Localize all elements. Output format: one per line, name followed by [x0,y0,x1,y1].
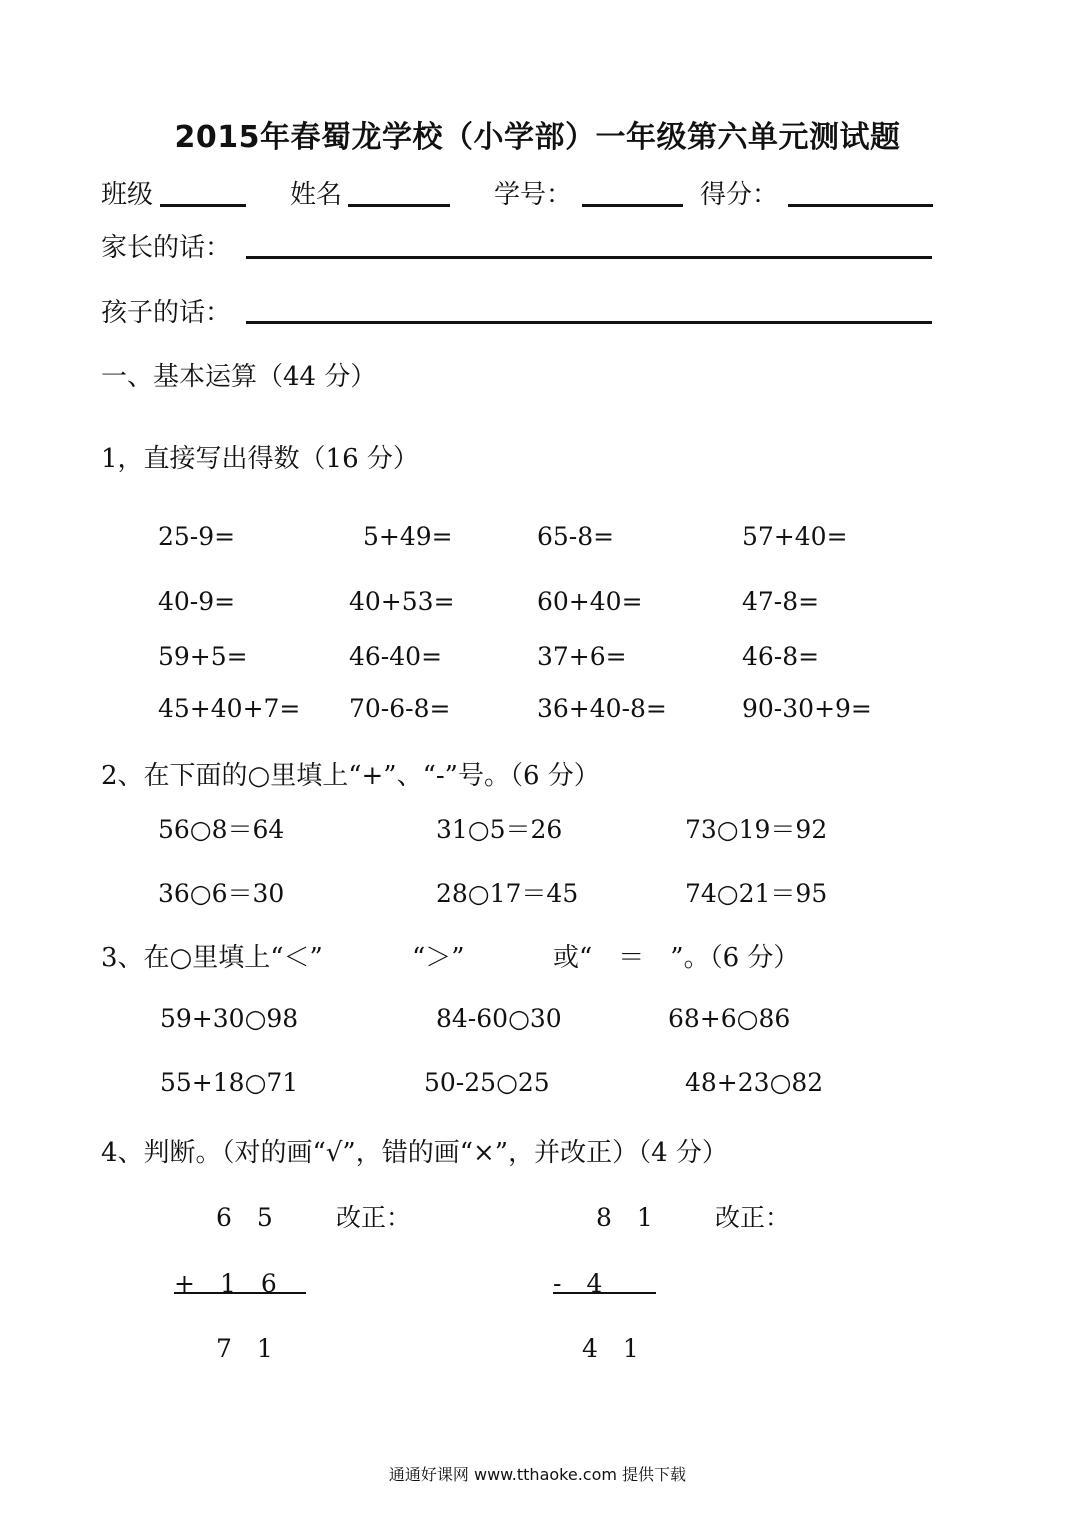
section-heading: 一、基本运算（44 分） [101,362,377,392]
q1-item: 37+6= [537,642,627,671]
question-4-heading: 4、判断。（对的画“√”，错的画“×”，并改正）（4 分） [101,1138,728,1168]
parent-comment-label: 家长的话： [101,233,232,263]
q3-item: 55+18○71 [160,1068,299,1097]
question-1-heading: 1，直接写出得数（16 分） [101,444,419,474]
class-label: 班级 [101,180,154,210]
student-no-blank[interactable] [582,204,683,207]
q4-b-correct-label: 改正： [715,1203,791,1232]
q3-item: 59+30○98 [160,1004,299,1033]
q4-a-operator-line: + 1 6 [174,1269,277,1298]
score-blank[interactable] [788,204,933,207]
name-blank[interactable] [348,204,450,207]
page-title: 2015年春蜀龙学校（小学部）一年级第六单元测试题 [174,120,901,155]
child-comment-label: 孩子的话： [101,298,232,328]
q2-item: 73○19＝92 [685,815,828,844]
q4-b-operator-line: - 4 [553,1269,603,1298]
child-comment-blank[interactable] [246,321,932,324]
name-label: 姓名 [290,180,343,210]
footer-note: 通通好课网 www.tthaoke.com 提供下载 [388,1465,687,1484]
q3-item: 48+23○82 [685,1068,824,1097]
q1-item: 47-8= [742,587,820,616]
q1-item: 46-8= [742,642,820,671]
q1-item: 70-6-8= [349,694,451,723]
q2-item: 74○21＝95 [685,879,828,908]
question-3-heading-suffix: 或“ ＝ ”。（6 分） [553,943,800,973]
q4-b-result: 4 1 [582,1334,639,1363]
q1-item: 5+49= [363,522,453,551]
q1-item: 59+5= [158,642,248,671]
q1-item: 60+40= [537,587,643,616]
q3-item: 50-25○25 [424,1068,550,1097]
q1-item: 36+40-8= [537,694,667,723]
q4-b-difference-line [553,1292,656,1294]
q4-a-top-number: 6 5 [216,1203,273,1232]
q2-item: 36○6＝30 [158,879,285,908]
class-blank[interactable] [160,204,246,207]
question-3-heading-gt: “＞” [412,943,465,973]
q2-item: 56○8＝64 [158,815,285,844]
q4-a-result: 7 1 [216,1334,273,1363]
question-3-heading: 3、在○里填上“＜” [101,943,323,973]
q2-item: 28○17＝45 [436,879,579,908]
q4-a-sum-line [174,1292,306,1294]
q1-item: 90-30+9= [742,694,872,723]
q3-item: 84-60○30 [436,1004,562,1033]
q4-a-correct-label: 改正： [336,1203,412,1232]
parent-comment-blank[interactable] [246,256,932,259]
q4-b-top-number: 8 1 [596,1203,653,1232]
question-2-heading: 2、在下面的○里填上“+”、“-”号。（6 分） [101,761,600,791]
q1-item: 46-40= [349,642,443,671]
q1-item: 25-9= [158,522,236,551]
student-no-label: 学号： [494,180,573,210]
q1-item: 57+40= [742,522,848,551]
q1-item: 45+40+7= [158,694,301,723]
q1-item: 40-9= [158,587,236,616]
q1-item: 40+53= [349,587,455,616]
score-label: 得分： [700,180,779,210]
q1-item: 65-8= [537,522,615,551]
q3-item: 68+6○86 [668,1004,791,1033]
q2-item: 31○5＝26 [436,815,563,844]
